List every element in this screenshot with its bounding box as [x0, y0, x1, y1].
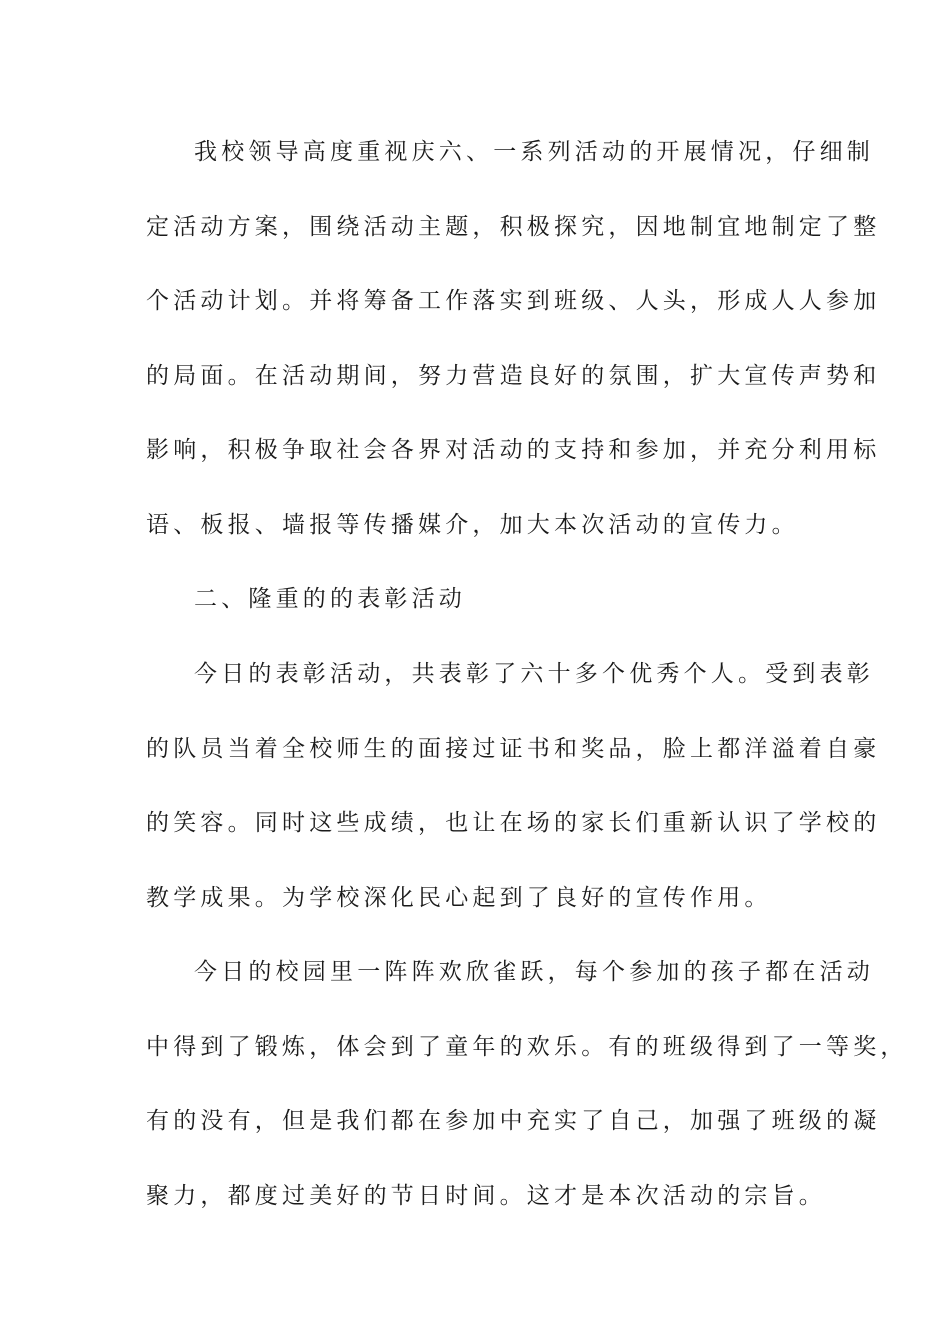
paragraph-1-line-6: 语、板报、墙报等传播媒介，加大本次活动的宣传力。 — [146, 512, 799, 538]
paragraph-3-line-2: 中得到了锻炼，体会到了童年的欢乐。有的班级得到了一等奖， — [146, 1034, 908, 1060]
paragraph-2-line-1: 今日的表彰活动，共表彰了六十多个优秀个人。受到表彰 — [194, 661, 874, 687]
paragraph-3-line-3: 有的没有，但是我们都在参加中充实了自己，加强了班级的凝 — [146, 1108, 881, 1134]
paragraph-3-line-4: 聚力，都度过美好的节日时间。这才是本次活动的宗旨。 — [146, 1183, 826, 1209]
section-heading: 二、隆重的的表彰活动 — [194, 586, 466, 612]
paragraph-1-line-5: 影响，积极争取社会各界对活动的支持和参加，并充分利用标 — [146, 437, 881, 463]
paragraph-1-line-3: 个活动计划。并将筹备工作落实到班级、人头，形成人人参加 — [146, 288, 881, 314]
paragraph-2-line-2: 的队员当着全校师生的面接过证书和奖品，脸上都洋溢着自豪 — [146, 736, 881, 762]
paragraph-3-line-1: 今日的校园里一阵阵欢欣雀跃，每个参加的孩子都在活动 — [194, 959, 874, 985]
paragraph-1-line-1: 我校领导高度重视庆六、一系列活动的开展情况，仔细制 — [194, 139, 874, 165]
paragraph-2-line-4: 教学成果。为学校深化民心起到了良好的宣传作用。 — [146, 885, 772, 911]
paragraph-1-line-2: 定活动方案，围绕活动主题，积极探究，因地制宜地制定了整 — [146, 214, 881, 240]
paragraph-2-line-3: 的笑容。同时这些成绩，也让在场的家长们重新认识了学校的 — [146, 810, 881, 836]
paragraph-1-line-4: 的局面。在活动期间，努力营造良好的氛围，扩大宣传声势和 — [146, 363, 881, 389]
